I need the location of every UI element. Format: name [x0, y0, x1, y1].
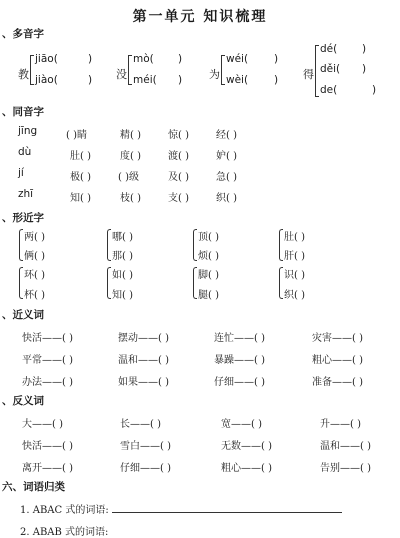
- antonym-item: 宽——( ): [221, 419, 262, 430]
- blank-item: 渡( ): [168, 151, 189, 162]
- synonym-item: 温和——( ): [118, 355, 169, 366]
- blank-item: 急( ): [216, 172, 237, 183]
- paren-close: ): [372, 84, 377, 96]
- reading: mò(: [133, 53, 154, 65]
- pinyin: dù: [18, 146, 32, 158]
- synonym-item: 仔细——( ): [214, 377, 265, 388]
- section-heading-jinyi: 、近义词: [2, 309, 44, 321]
- blank-item: 极( ): [70, 172, 91, 183]
- brace: [193, 229, 197, 261]
- pair-item: 那( ): [112, 251, 133, 262]
- pair-item: 织( ): [284, 290, 305, 301]
- brace: [279, 229, 283, 261]
- duoyin-char: 没: [116, 68, 127, 81]
- blank-item: 织( ): [216, 193, 237, 204]
- antonym-item: 大——( ): [22, 419, 63, 430]
- pair-item: 知( ): [112, 290, 133, 301]
- paren-close: ): [178, 74, 183, 86]
- answer-line: [112, 502, 342, 513]
- pinyin: jí: [18, 167, 24, 179]
- brace: [221, 55, 225, 85]
- duoyin-char: 得: [303, 68, 314, 81]
- reading: jiāo(: [35, 53, 58, 65]
- pair-item: 两( ): [24, 232, 45, 243]
- antonym-item: 离开——( ): [22, 463, 73, 474]
- brace: [19, 229, 23, 261]
- blank-item: ( )级: [118, 172, 139, 183]
- pair-item: 哪( ): [112, 232, 133, 243]
- pair-item: 肚( ): [284, 232, 305, 243]
- reading: dé(: [320, 43, 338, 55]
- paren-close: ): [88, 74, 93, 86]
- duoyin-char: 为: [209, 68, 220, 81]
- blank-item: 支( ): [168, 193, 189, 204]
- paren-close: ): [274, 53, 279, 65]
- brace: [30, 55, 34, 85]
- blank-item: ( )睛: [66, 130, 87, 141]
- page-title: 第一单元 知识梳理: [132, 9, 268, 25]
- antonym-item: 长——( ): [120, 419, 161, 430]
- antonym-item: 仔细——( ): [120, 463, 171, 474]
- brace: [128, 55, 132, 85]
- synonym-item: 粗心——( ): [312, 355, 363, 366]
- section-heading-tongyin: 、同音字: [2, 106, 44, 118]
- category-label: 1. ABAC 式的词语:: [20, 505, 109, 516]
- pair-item: 俩( ): [24, 251, 45, 262]
- paren-close: ): [362, 63, 367, 75]
- pair-item: 识( ): [284, 270, 305, 281]
- pair-item: 杯( ): [24, 290, 45, 301]
- reading: de(: [320, 84, 338, 96]
- pair-item: 腿( ): [198, 290, 219, 301]
- synonym-item: 准备——( ): [312, 377, 363, 388]
- synonym-item: 平常——( ): [22, 355, 73, 366]
- reading: wèi(: [226, 74, 249, 86]
- paren-close: ): [88, 53, 93, 65]
- paren-close: ): [362, 43, 367, 55]
- duoyin-char: 教: [18, 68, 29, 81]
- blank-item: 经( ): [216, 130, 237, 141]
- antonym-item: 温和——( ): [320, 441, 371, 452]
- pair-item: 肝( ): [284, 251, 305, 262]
- antonym-item: 雪白——( ): [120, 441, 171, 452]
- synonym-item: 快活——( ): [22, 333, 73, 344]
- section-heading-guilei: 六、词语归类: [2, 481, 65, 493]
- antonym-item: 快活——( ): [22, 441, 73, 452]
- paren-close: ): [274, 74, 279, 86]
- section-heading-duoyin: 、多音字: [2, 28, 44, 40]
- blank-item: 度( ): [120, 151, 141, 162]
- brace: [193, 267, 197, 299]
- antonym-item: 粗心——( ): [221, 463, 272, 474]
- brace: [279, 267, 283, 299]
- category-label: 2. ABAB 式的词语:: [20, 527, 109, 538]
- blank-item: 肚( ): [70, 151, 91, 162]
- blank-item: 精( ): [120, 130, 141, 141]
- antonym-item: 无数——( ): [221, 441, 272, 452]
- section-heading-xingjin: 、形近字: [2, 212, 44, 224]
- synonym-item: 连忙——( ): [214, 333, 265, 344]
- paren-close: ): [178, 53, 183, 65]
- synonym-item: 暴躁——( ): [214, 355, 265, 366]
- brace: [315, 45, 319, 97]
- pair-item: 脚( ): [198, 270, 219, 281]
- blank-item: 知( ): [70, 193, 91, 204]
- blank-item: 及( ): [168, 172, 189, 183]
- blank-item: 枝( ): [120, 193, 141, 204]
- synonym-item: 灾害——( ): [312, 333, 363, 344]
- pair-item: 烦( ): [198, 251, 219, 262]
- synonym-item: 办法——( ): [22, 377, 73, 388]
- pair-item: 环( ): [24, 270, 45, 281]
- antonym-item: 升——( ): [320, 419, 361, 430]
- blank-item: 妒( ): [216, 151, 237, 162]
- pinyin: jīng: [18, 125, 38, 137]
- brace: [107, 267, 111, 299]
- synonym-item: 如果——( ): [118, 377, 169, 388]
- blank-item: 惊( ): [168, 130, 189, 141]
- reading: méi(: [133, 74, 157, 86]
- reading: jiào(: [35, 74, 58, 86]
- antonym-item: 告别——( ): [320, 463, 371, 474]
- pinyin: zhī: [18, 188, 34, 200]
- pair-item: 如( ): [112, 270, 133, 281]
- brace: [19, 267, 23, 299]
- section-heading-fanyi: 、反义词: [2, 395, 44, 407]
- synonym-item: 摆动——( ): [118, 333, 169, 344]
- reading: děi(: [320, 63, 341, 75]
- reading: wéi(: [226, 53, 249, 65]
- brace: [107, 229, 111, 261]
- pair-item: 顶( ): [198, 232, 219, 243]
